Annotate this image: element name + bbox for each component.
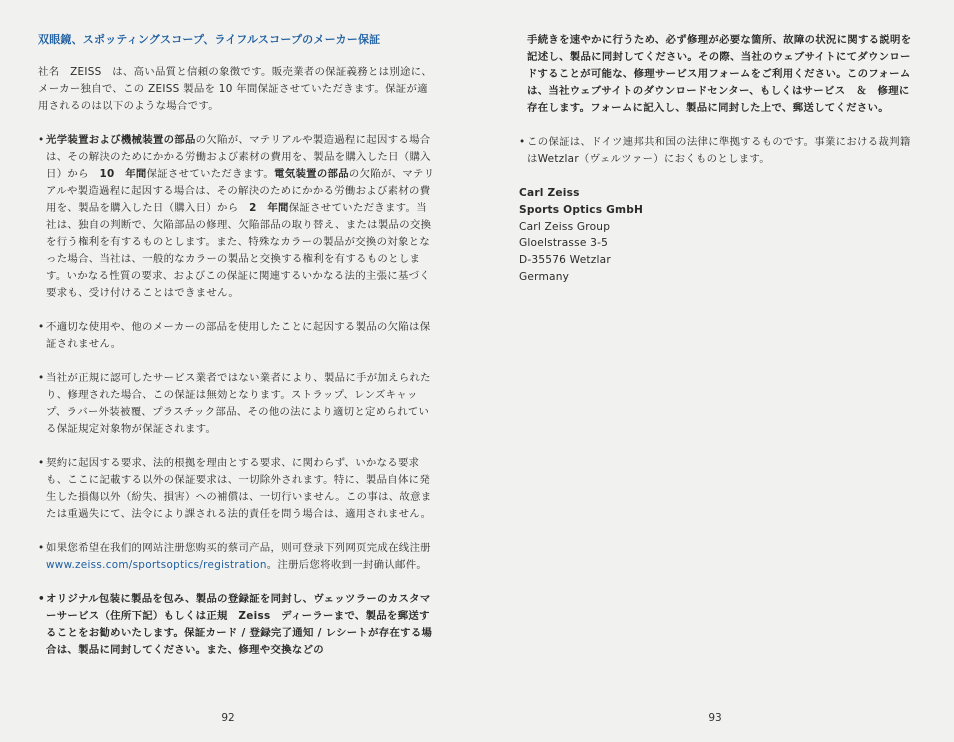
bullet-text: オリジナル包装に製品を包み、製品の登録証を同封し、ヴェッツラーのカスタマーサービス（住所下記）もしくは正規 Zeiss ディーラーまで、製品を郵送することをお勧めいたします。保証カード / 登録完了通知 / レシートが存在する場合は、製品に同封してください。また、修理や交換などの	[46, 593, 433, 656]
address-group: Carl Zeiss Group	[519, 220, 611, 233]
address-street: Gloelstrasse 3-5	[519, 237, 609, 250]
bullet-registration	[38, 540, 442, 574]
bullet-dot: •	[38, 457, 45, 469]
bullet-text: 保証させていただきます。当社は、独自の判断で、欠陥部品の修理、欠陥部品の取り替え、または製品の交換を行う権利を有するものとします。また、特殊なカラーの製品が交換の対象となった場合、当社は、一般的なカラーの製品と交換する権利を有するものとします。いかなる性質の要求、およびこの保証に関連するいかなる法的主張に基づく要求も、受け付けることはできません。	[46, 202, 432, 299]
left-column	[38, 32, 442, 676]
bullet-exclusions	[38, 455, 436, 523]
page-number-right: 93	[708, 712, 722, 724]
page-number-left: 92	[221, 712, 235, 724]
page-right	[477, 0, 954, 742]
bullet-dot: •	[519, 136, 526, 148]
bullet-text: 当社が正規に認可したサービス業者ではない業者により、製品に手が加えられたり、修理された場合、この保証は無効となります。ストラップ、レンズキャップ、ラバー外装被覆、プラスチック部品、その他の法により適切と定められている保証規定対象物が保証されます。	[46, 372, 431, 435]
bullet-parts-warranty	[38, 132, 436, 302]
electrical-parts-label: 電気装置の部品	[274, 168, 349, 180]
bullet-dot: •	[38, 593, 45, 605]
company-address	[519, 185, 917, 286]
address-country: Germany	[519, 270, 570, 283]
bullet-dot: •	[38, 542, 45, 554]
bullet-text: 。注册后您将收到一封确认邮件。	[266, 559, 428, 571]
bullet-improper-use	[38, 319, 436, 353]
address-city: D-35576 Wetzlar	[519, 254, 611, 267]
bullet-text: の欠陥が、マテリアルや製造過程に起因する場合は、その解決のためにかかる労働および素材の費用を、製品を購入した日（購入日）から	[46, 134, 431, 180]
optical-parts-label: 光学装置および機械装置の部品	[46, 134, 196, 146]
intro-paragraph: 社名 ZEISS は、高い品質と信頼の象徴です。販売業者の保証義務とは別途に、メーカー独自で、この ZEISS 製品を 10 年間保証させていただきます。保証が適用されるのは以下のような場合です。	[38, 66, 433, 112]
warranty-title: 双眼鏡、スポッティングスコープ、ライフルスコープのメーカー保証	[38, 33, 381, 46]
bullet-text: 如果您希望在我们的网站注册您购买的蔡司产品，则可登录下列网页完成在线注册	[46, 542, 442, 554]
bullet-dot: •	[38, 134, 45, 146]
bullet-text: 契約に起因する要求、法的根拠を理由とする要求、に関わらず、いかなる要求も、ここに記載する以外の保証要求は、一切除外されます。特に、製品自体に発生した損傷以外（紛失、損害）への補償は、一切行いません。この事は、故意または重過失にて、法令により課される法的責任を問う場合は、適用されません。	[46, 457, 432, 520]
bullet-text: の欠陥が、マテリアルや製造過程に起因する場合は、その解決のためにかかる労働および素材の費用を、製品を購入した日（購入日）から	[46, 168, 435, 214]
address-company: Carl Zeiss	[519, 187, 580, 199]
bullet-text: この保証は、ドイツ連邦共和国の法律に準拠するものです。事業における裁判籍はWetzlar（ヴェルツァー）におくものとします。	[527, 136, 911, 165]
bullet-dot: •	[38, 372, 45, 384]
ten-years-label: 10 年間	[99, 168, 147, 180]
two-years-label: 2 年間	[249, 202, 289, 214]
right-column	[519, 32, 917, 286]
bullet-governing-law	[519, 134, 917, 168]
bullet-shipping-instructions	[38, 591, 436, 659]
bullet-text: 保証させていただきます。	[146, 168, 275, 180]
bullet-dot: •	[38, 321, 45, 333]
shipping-continuation: 手続きを速やかに行うため、必ず修理が必要な箇所、故障の状況に関する説明を記述し、製品に同封してください。その際、当社のウェブサイトにてダウンロードすることが可能な、修理サービス用フォームをご利用ください。このフォームは、当社ウェブサイトのダウンロードセンター、もしくはサービス ＆ 修理に存在します。フォームに記入し、製品に同封した上で、郵送してください。	[527, 34, 912, 114]
bullet-unauthorized-service	[38, 370, 436, 438]
registration-link[interactable]: www.zeiss.com/sportsoptics/registration	[46, 559, 267, 571]
address-division: Sports Optics GmbH	[519, 203, 644, 216]
bullet-text: 不適切な使用や、他のメーカーの部品を使用したことに起因する製品の欠陥は保証されません。	[46, 321, 431, 350]
